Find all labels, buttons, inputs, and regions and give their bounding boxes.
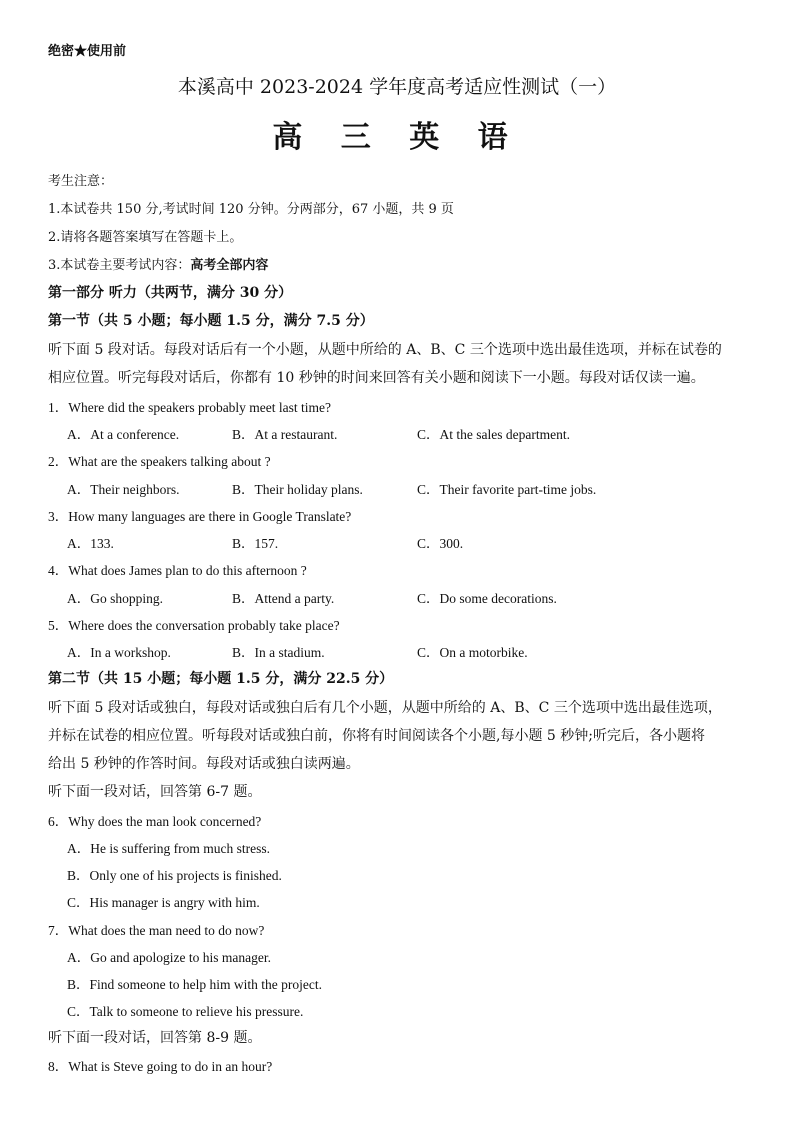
part1-title: 第一部分 听力（共两节，满分 30 分） xyxy=(48,285,293,301)
question-2-option-a: A．Their neighbors. xyxy=(67,482,180,497)
question-3-option-b: B．157. xyxy=(232,536,279,551)
question-4-option-a: A．Go shopping. xyxy=(67,591,164,606)
section1-instruction-line-1: 听下面 5 段对话。每段对话后有一个小题，从题中所给的 A、B、C 三个选项中选出最佳选项，并标在试卷的 xyxy=(48,342,722,358)
question-5-option-a: A．In a workshop. xyxy=(67,645,171,660)
question-1-option-c: C．At the sales department. xyxy=(417,427,570,442)
question-8: 8．What is Steve going to do in an hour? xyxy=(48,1059,273,1074)
question-4-option-b: B．Attend a party. xyxy=(232,591,335,606)
dialog-6-7-instruction: 听下面一段对话，回答第 6-7 题。 xyxy=(48,784,262,800)
question-6-option-a: A．He is suffering from much stress. xyxy=(67,841,270,856)
notice-item-3 xyxy=(48,254,268,273)
subject-title: 高 三 英 语 xyxy=(272,120,522,155)
section1-instruction-line-2: 相应位置。听完每段对话后，你都有 10 秒钟的时间来回答有关小题和阅读下一小题。每段对话仅读一遍。 xyxy=(48,370,705,386)
question-5-option-c: C．On a motorbike. xyxy=(417,645,528,660)
question-6-option-b: B．Only one of his projects is finished. xyxy=(67,868,282,883)
question-1-option-b: B．At a restaurant. xyxy=(232,427,338,442)
section2-instruction-line-1: 听下面 5 段对话或独白，每段对话或独白后有几个小题，从题中所给的 A、B、C 三个选项中选出最佳选项， xyxy=(48,700,722,716)
exam-title: 本溪高中 2023-2024 学年度高考适应性测试（一） xyxy=(177,76,617,98)
question-5-option-b: B．In a stadium. xyxy=(232,645,325,660)
question-6-option-c: C．His manager is angry with him. xyxy=(67,895,260,910)
section2-instruction-line-2: 并标在试卷的相应位置。听每段对话或独白前，你将有时间阅读各个小题,每小题 5 秒钟;听完后，各小题将 xyxy=(48,728,705,744)
notice-item-3-bold: 高考全部内容 xyxy=(190,258,269,273)
question-3-option-a: A．133. xyxy=(67,536,114,551)
notice-item-2: 2.请将各题答案填写在答题卡上。 xyxy=(48,230,243,245)
question-5: 5．Where does the conversation probably take place? xyxy=(48,618,340,633)
question-1-option-a: A．At a conference. xyxy=(67,427,180,442)
notice-heading: 考生注意： xyxy=(48,174,114,189)
dialog-8-9-instruction: 听下面一段对话，回答第 8-9 题。 xyxy=(48,1030,262,1046)
notice-item-3-prefix: 3.本试卷主要考试内容： xyxy=(48,258,191,273)
section1-title: 第一节（共 5 小题；每小题 1.5 分，满分 7.5 分） xyxy=(48,313,374,329)
question-6: 6．Why does the man look concerned? xyxy=(48,814,262,829)
question-1: 1．Where did the speakers probably meet last time? xyxy=(48,400,332,415)
notice-item-1: 1.本试卷共 150 分,考试时间 120 分钟。分两部分，67 小题，共 9 页 xyxy=(48,202,454,217)
question-2-option-c: C．Their favorite part-time jobs. xyxy=(417,482,597,497)
question-7-option-b: B．Find someone to help him with the project. xyxy=(67,977,322,992)
question-7-option-a: A．Go and apologize to his manager. xyxy=(67,950,271,965)
question-3-option-c: C．300. xyxy=(417,536,464,551)
question-3: 3．How many languages are there in Google Translate? xyxy=(48,509,352,524)
question-4-option-c: C．Do some decorations. xyxy=(417,591,557,606)
question-4: 4．What does James plan to do this afternoon ? xyxy=(48,563,307,578)
question-7: 7．What does the man need to do now? xyxy=(48,923,265,938)
question-2: 2．What are the speakers talking about ? xyxy=(48,454,271,469)
confidential-mark: 绝密★使用前 xyxy=(48,44,127,59)
question-2-option-b: B．Their holiday plans. xyxy=(232,482,363,497)
section2-title: 第二节（共 15 小题；每小题 1.5 分，满分 22.5 分） xyxy=(48,671,394,687)
question-7-option-c: C．Talk to someone to relieve his pressure. xyxy=(67,1004,304,1019)
section2-instruction-line-3: 给出 5 秒钟的作答时间。每段对话或独白读两遍。 xyxy=(48,756,360,772)
